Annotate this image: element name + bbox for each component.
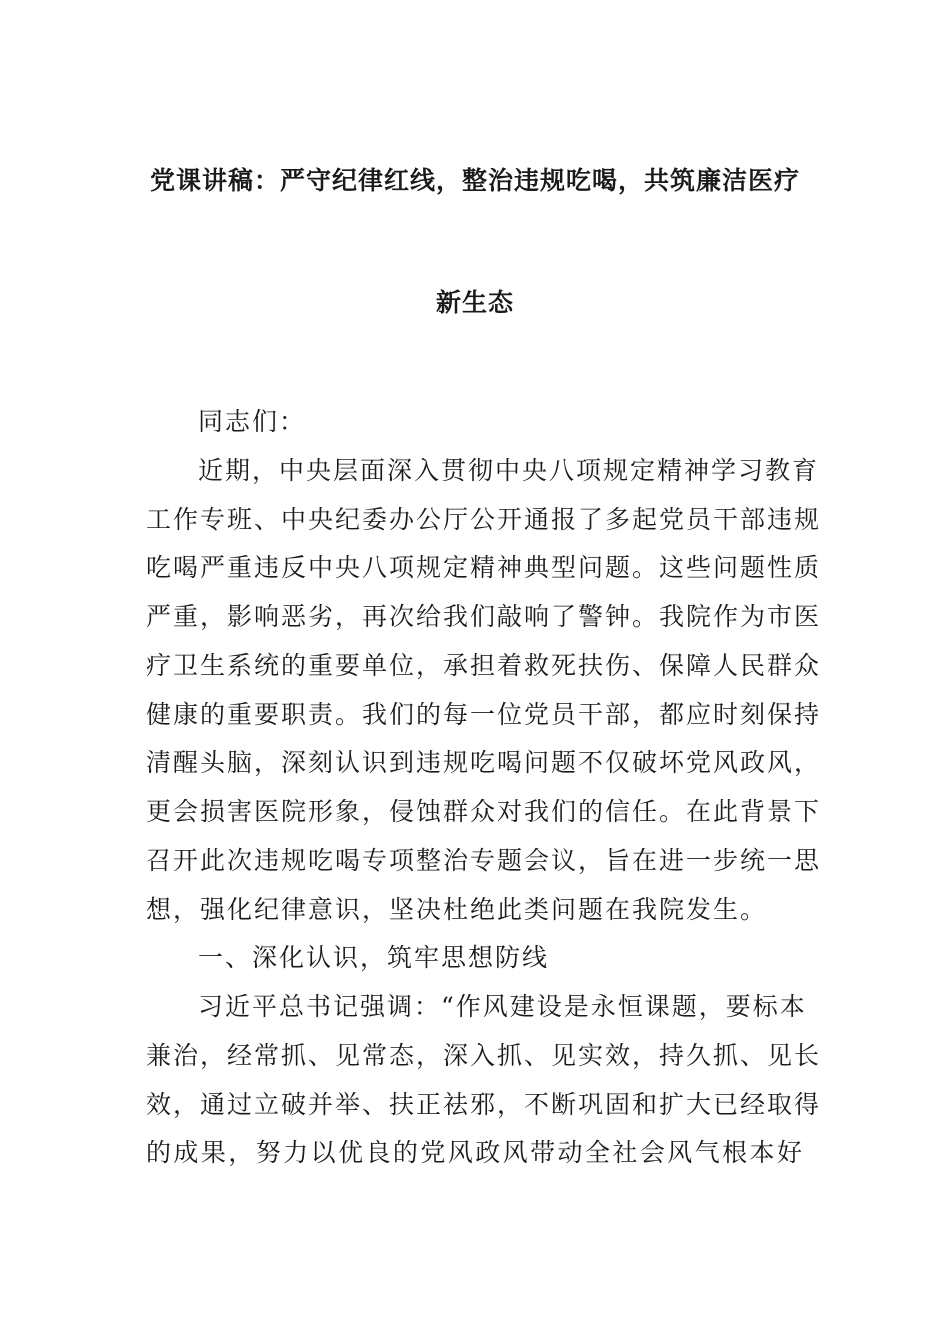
section-1-heading: 一、深化认识，筑牢思想防线 [198,943,550,972]
paragraph-1-line: 想，强化纪律意识，坚决杜绝此类问题在我院发生。 [146,895,768,924]
paragraph-2-line: 效，通过立破并举、扶正祛邪，不断巩固和扩大已经取得 [146,1090,822,1119]
paragraph-1-line: 工作专班、中央纪委办公厅公开通报了多起党员干部违规 [146,505,822,534]
paragraph-1-line: 疗卫生系统的重要单位，承担着救死扶伤、保障人民群众 [146,651,822,680]
paragraph-1-line: 召开此次违规吃喝专项整治专题会议，旨在进一步统一思 [146,846,822,875]
paragraph-1-line: 更会损害医院形象，侵蚀群众对我们的信任。在此背景下 [146,797,822,826]
paragraph-2-line: 的成果，努力以优良的党风政风带动全社会风气根本好 [146,1138,804,1167]
paragraph-1-line: 吃喝严重违反中央八项规定精神典型问题。这些问题性质 [146,553,822,582]
paragraph-1-line: 严重，影响恶劣，再次给我们敲响了警钟。我院作为市医 [146,602,822,631]
paragraph-1-line: 健康的重要职责。我们的每一位党员干部，都应时刻保持 [146,700,822,729]
paragraph-1-line: 近期，中央层面深入贯彻中央八项规定精神学习教育 [198,456,820,485]
document-title-line-1: 党课讲稿：严守纪律红线，整治违规吃喝，共筑廉洁医疗 [149,166,800,195]
document-title-line-2: 新生态 [435,288,514,317]
paragraph-2-line: 习近平总书记强调：“作风建设是永恒课题，要标本 [198,992,807,1021]
paragraph-2-line: 兼治，经常抓、见常态，深入抓、见实效，持久抓、见长 [146,1041,822,1070]
paragraph-1-line: 清醒头脑，深刻认识到违规吃喝问题不仅破坏党风政风， [146,748,822,777]
salutation: 同志们： [198,407,307,436]
